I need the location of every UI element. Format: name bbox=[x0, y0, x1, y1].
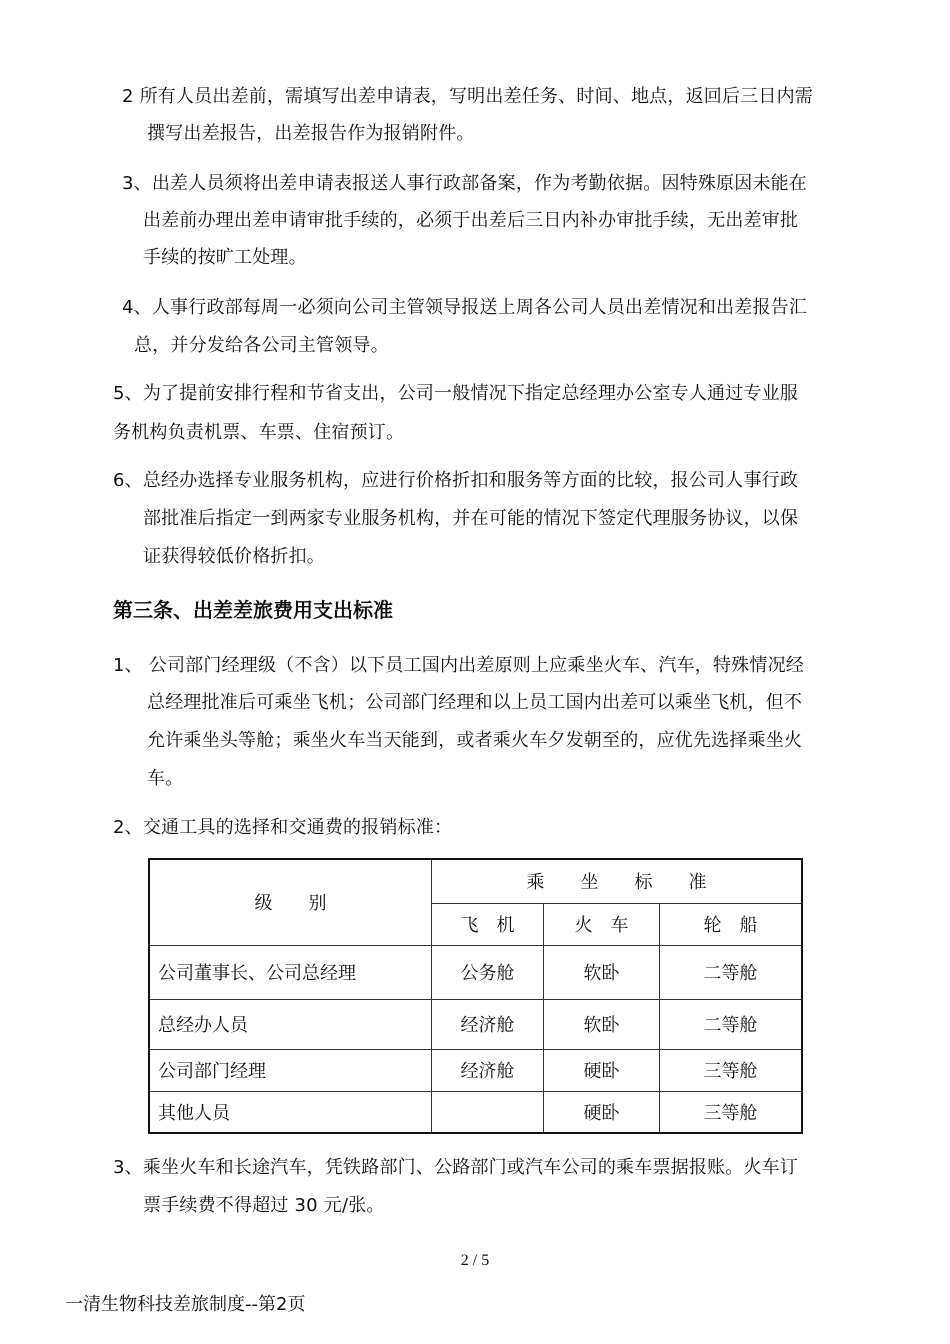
row-train: 软卧 bbox=[544, 945, 660, 999]
row-ship: 三等舱 bbox=[660, 1091, 803, 1133]
paragraph-5-line-2: 部批准后指定一到两家专业服务机构，并在可能的情况下签定代理服务协议，以保 bbox=[143, 508, 799, 529]
row-level: 公司部门经理 bbox=[149, 1049, 432, 1091]
paragraph-5-line-1: 6、总经办选择专业服务机构，应进行价格折扣和服务等方面的比较，报公司人事行政 bbox=[113, 470, 799, 491]
row-train: 软卧 bbox=[544, 999, 660, 1049]
column-header-ship: 轮 船 bbox=[660, 903, 803, 945]
paragraph-3-line-1: 4、人事行政部每周一必须向公司主管领导报送上周各公司人员出差情况和出差报告汇 bbox=[122, 297, 808, 318]
section-item-2-line-1: 2、交通工具的选择和交通费的报销标准： bbox=[113, 817, 453, 838]
row-plane: 公务舱 bbox=[432, 945, 544, 999]
row-train: 硬卧 bbox=[544, 1049, 660, 1091]
paragraph-2-line-1: 3、出差人员须将出差申请表报送人事行政部备案，作为考勤依据。因特殊原因未能在 bbox=[122, 173, 808, 194]
paragraph-1-line-1: 2 所有人员出差前，需填写出差申请表，写明出差任务、时间、地点，返回后三日内需 bbox=[122, 86, 813, 107]
column-header-plane: 飞 机 bbox=[432, 903, 544, 945]
paragraph-2-line-3: 手续的按旷工处理。 bbox=[143, 247, 307, 268]
after-table-line-2: 票手续费不得超过 30 元/张。 bbox=[143, 1195, 385, 1216]
paragraph-4-line-1: 5、为了提前安排行程和节省支出，公司一般情况下指定总经理办公室专人通过专业服 bbox=[113, 383, 799, 404]
table-row bbox=[149, 945, 802, 999]
paragraph-1-line-2: 撰写出差报告，出差报告作为报销附件。 bbox=[147, 123, 475, 144]
after-table-line-1: 3、乘坐火车和长途汽车，凭铁路部门、公路部门或汽车公司的乘车票据报账。火车订 bbox=[113, 1157, 799, 1178]
column-header-train: 火 车 bbox=[544, 903, 660, 945]
paragraph-4-line-2: 务机构负责机票、车票、住宿预订。 bbox=[113, 422, 405, 443]
row-ship: 二等舱 bbox=[660, 945, 803, 999]
row-ship: 三等舱 bbox=[660, 1049, 803, 1091]
section-item-1-line-2: 总经理批准后可乘坐飞机；公司部门经理和以上员工国内出差可以乘坐飞机，但不 bbox=[147, 692, 803, 713]
transport-standard-table bbox=[148, 858, 803, 1134]
table-row bbox=[149, 1091, 802, 1133]
row-level: 总经办人员 bbox=[149, 999, 432, 1049]
section-heading: 第三条、出差差旅费用支出标准 bbox=[113, 598, 393, 622]
paragraph-2-line-2: 出差前办理出差申请审批手续的，必须于出差后三日内补办审批手续，无出差审批 bbox=[143, 210, 799, 231]
standard-group-header: 乘 坐 标 准 bbox=[432, 859, 803, 903]
paragraph-5-line-3: 证获得较低价格折扣。 bbox=[143, 546, 325, 567]
row-plane: 经济舱 bbox=[432, 1049, 544, 1091]
level-header: 级 别 bbox=[149, 859, 432, 945]
row-level: 其他人员 bbox=[149, 1091, 432, 1133]
row-level: 公司董事长、公司总经理 bbox=[149, 945, 432, 999]
section-item-1-line-1: 1、 公司部门经理级（不含）以下员工国内出差原则上应乘坐火车、汽车，特殊情况经 bbox=[113, 655, 804, 676]
paragraph-3-line-2: 总，并分发给各公司主管领导。 bbox=[134, 335, 389, 356]
table-row bbox=[149, 1049, 802, 1091]
row-train: 硬卧 bbox=[544, 1091, 660, 1133]
row-ship: 二等舱 bbox=[660, 999, 803, 1049]
section-item-1-line-3: 允许乘坐头等舱；乘坐火车当天能到，或者乘火车夕发朝至的，应优先选择乘坐火 bbox=[147, 730, 803, 751]
row-plane bbox=[432, 1091, 544, 1133]
document-footer: 一清生物科技差旅制度--第2页 bbox=[65, 1294, 306, 1315]
page-number: 2 / 5 bbox=[460, 1252, 490, 1269]
section-item-1-line-4: 车。 bbox=[147, 768, 184, 789]
row-plane: 经济舱 bbox=[432, 999, 544, 1049]
table-row bbox=[149, 999, 802, 1049]
